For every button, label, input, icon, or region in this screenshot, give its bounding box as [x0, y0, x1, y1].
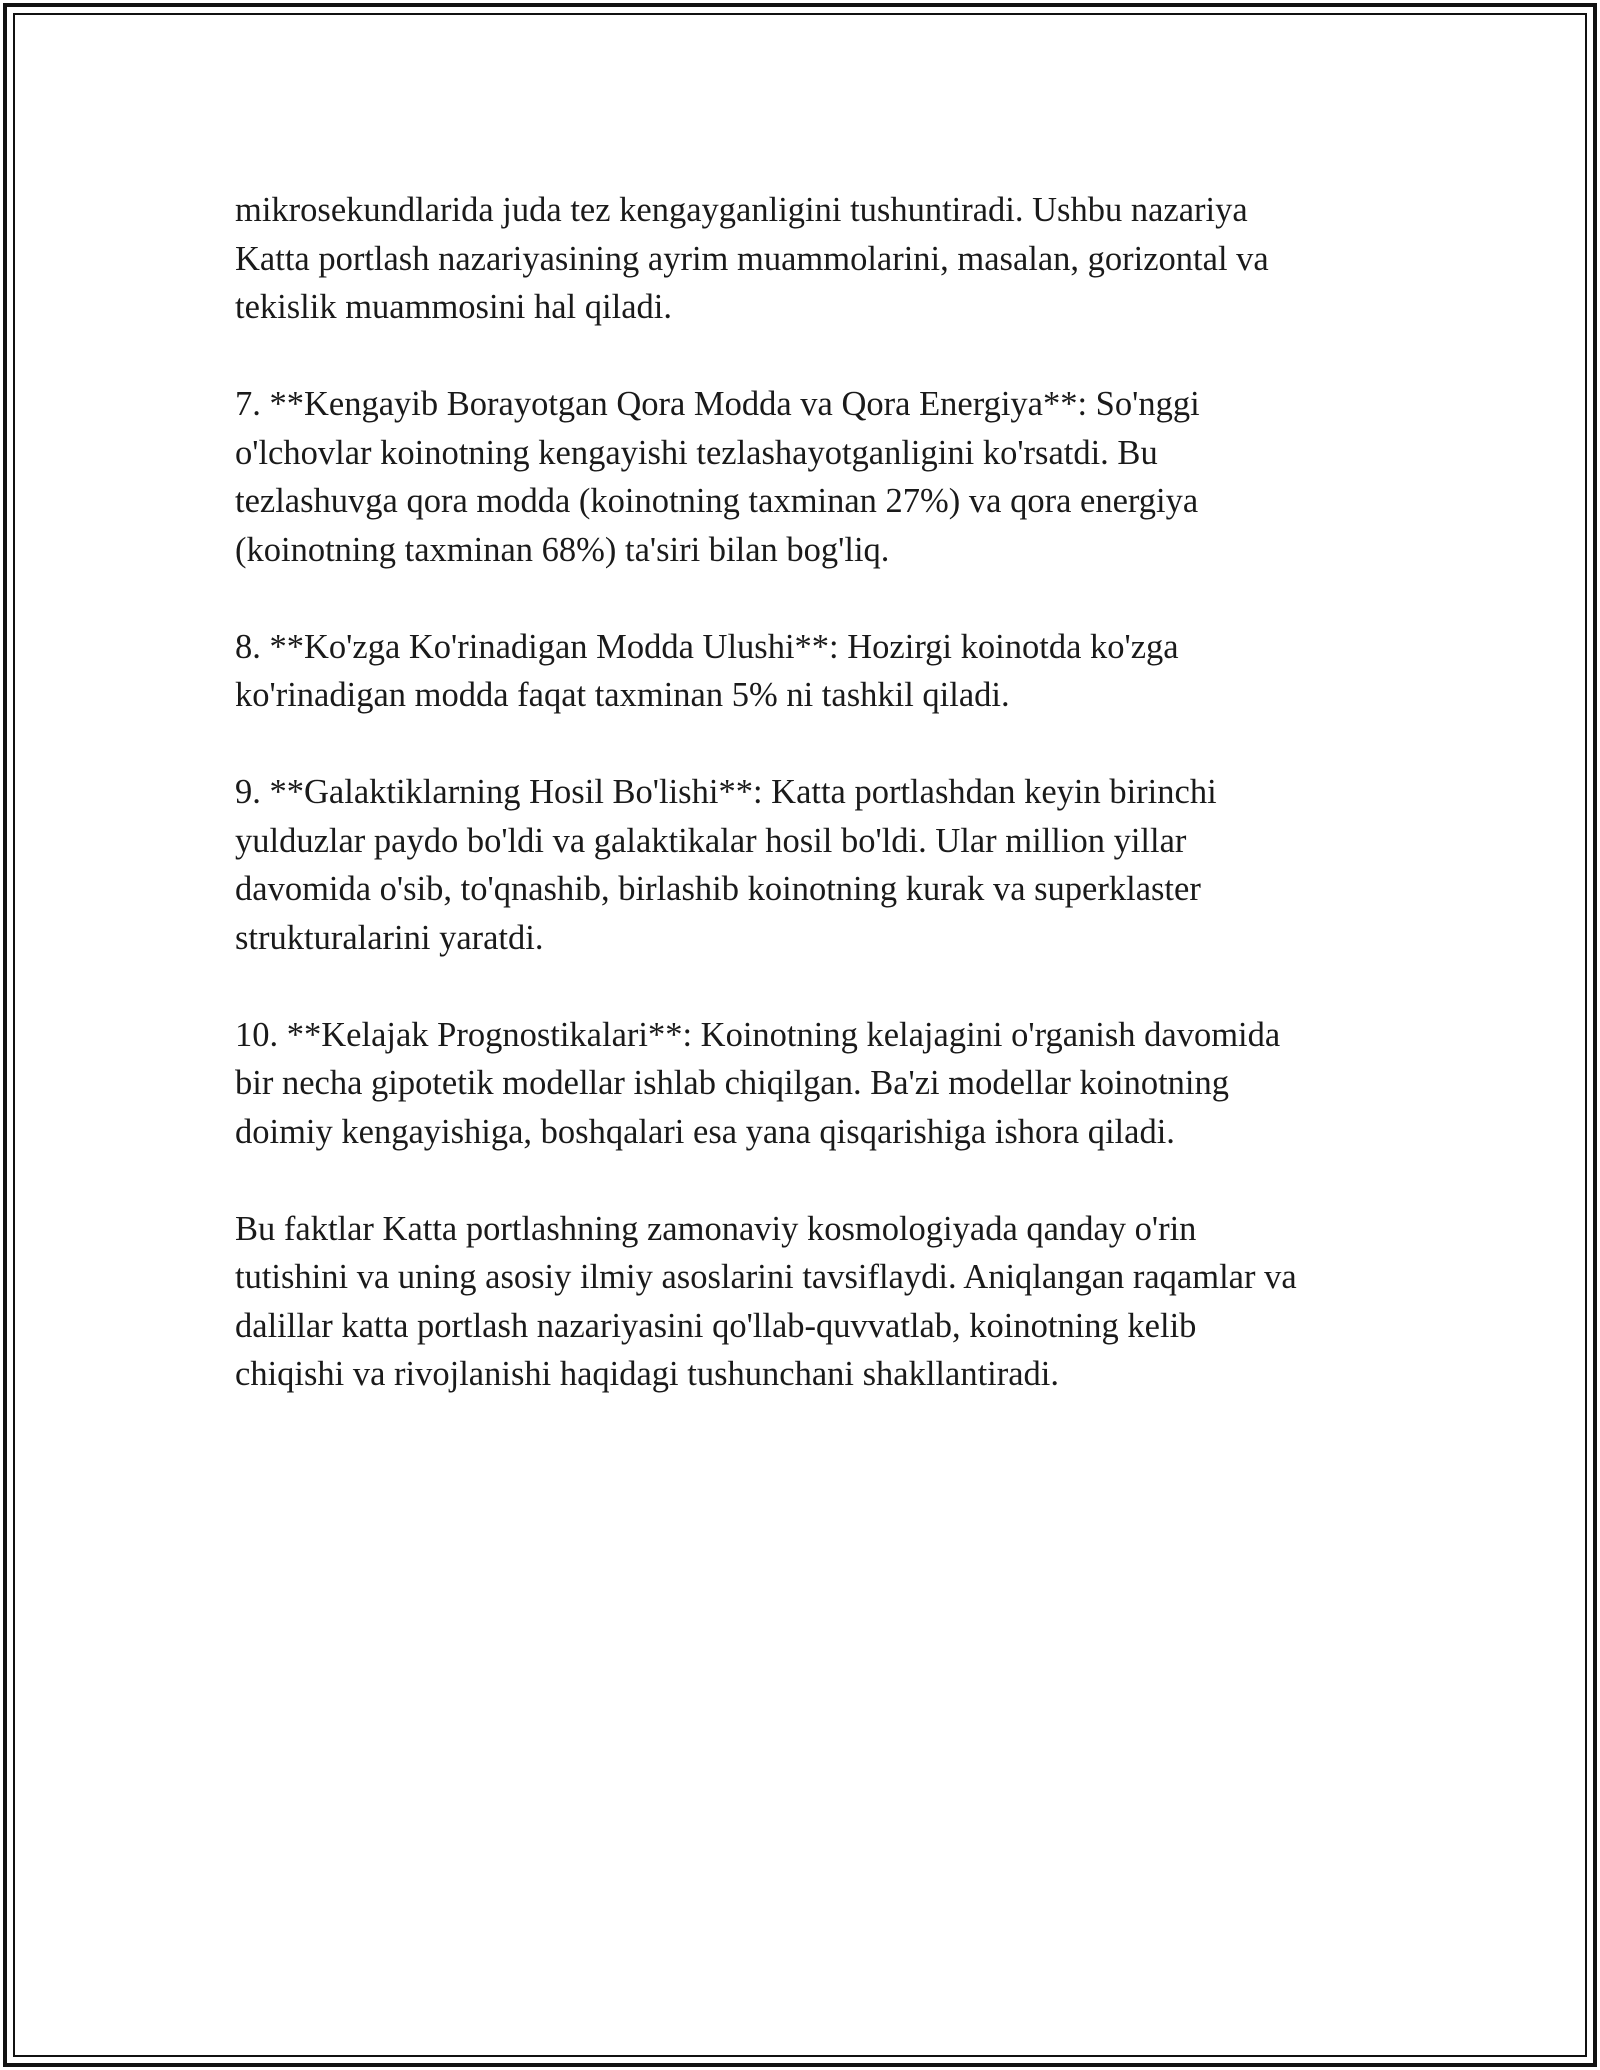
paragraph-item-10-future-predictions: 10. **Kelajak Prognostikalari**: Koinotning kelajagini o'rganish davomida bir necha gipotetik modellar ishlab chiqilgan. Ba'zi modellar koinotning doimiy kengayishiga, boshqalari esa yana qisqarishiga ishora qiladi. [235, 1015, 1281, 1151]
document-body [235, 186, 1385, 1447]
paragraph-item-9-galaxy-formation: 9. **Galaktiklarning Hosil Bo'lishi**: Katta portlashdan keyin birinchi yulduzlar paydo bo'ldi va galaktikalar hosil bo'ldi. Ular million yillar davomida o'sib, to'qnashib, birlashib koinotning kurak va superklaster strukturalarini yaratdi. [235, 773, 1217, 957]
paragraph-conclusion: Bu faktlar Katta portlashning zamonaviy kosmologiyada qanday o'rin tutishini va uning asosiy ilmiy asoslarini tavsiflaydi. Aniqlangan raqamlar va dalillar katta portlash nazariyasini qo'llab-quvvatlab, koinotning kelib chiqishi va rivojlanishi haqidagi tushunchani shakllantiradi. [235, 1209, 1297, 1393]
paragraph-item-7-dark-matter-energy: 7. **Kengayib Borayotgan Qora Modda va Qora Energiya**: So'nggi o'lchovlar koinotning kengayishi tezlashayotganligini ko'rsatdi. Bu tezlashuvga qora modda (koinotning taxminan 27%) va qora energiya (koinotning taxminan 68%) ta'siri bilan bog'liq. [235, 385, 1200, 569]
paragraph-inflation-continuation: mikrosekundlarida juda tez kengayganligini tushuntiradi. Ushbu nazariya Katta portlash nazariyasining ayrim muammolarini, masalan, gorizontal va tekislik muammosini hal qiladi. [235, 191, 1269, 326]
paragraph-item-8-visible-matter: 8. **Ko'zga Ko'rinadigan Modda Ulushi**: Hozirgi koinotda ko'zga ko'rinadigan modda faqat taxminan 5% ni tashkil qiladi. [235, 627, 1179, 714]
